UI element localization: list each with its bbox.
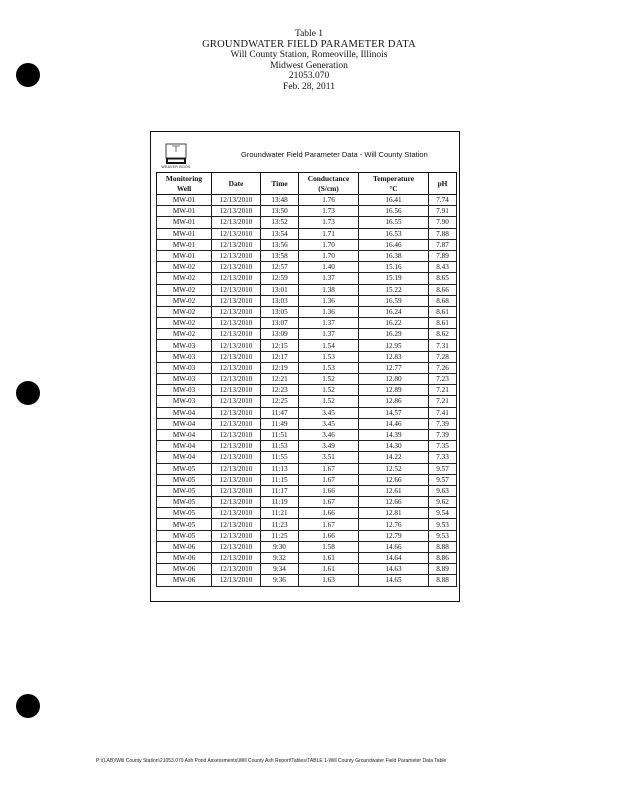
cell-time: 11:47 [261,407,299,418]
cell-ph: 9.57 [429,463,457,474]
table-row [157,474,457,485]
table-row [157,530,457,541]
cell-conductance: 3.51 [299,452,359,463]
cell-temperature: 14.22 [359,452,429,463]
cell-well: MW-02 [157,329,212,340]
cell-well: MW-01 [157,195,212,206]
table-row [157,497,457,508]
cell-ph: 8.88 [429,541,457,552]
table-row [157,374,457,385]
cell-conductance: 1.73 [299,206,359,217]
cell-well: MW-04 [157,418,212,429]
cell-conductance: 1.38 [299,284,359,295]
cell-conductance: 1.76 [299,195,359,206]
cell-temperature: 12.79 [359,530,429,541]
cell-well: MW-01 [157,206,212,217]
cell-conductance: 1.67 [299,519,359,530]
cell-time: 13:03 [261,295,299,306]
cell-time: 11:15 [261,474,299,485]
punch-hole-bottom [16,694,40,718]
cell-temperature: 15.22 [359,284,429,295]
cell-conductance: 1.66 [299,530,359,541]
column-header-line2: (S/cm) [318,183,339,193]
table-row [157,564,457,575]
cell-conductance: 1.36 [299,306,359,317]
cell-temperature: 12.66 [359,497,429,508]
cell-date: 12/13/2010 [212,273,261,284]
cell-conductance: 1.40 [299,262,359,273]
cell-temperature: 14.64 [359,553,429,564]
cell-well: MW-01 [157,217,212,228]
cell-conductance: 1.73 [299,217,359,228]
cell-ph: 7.41 [429,407,457,418]
cell-time: 11:49 [261,418,299,429]
cell-ph: 7.89 [429,250,457,261]
cell-ph: 7.88 [429,228,457,239]
cell-date: 12/13/2010 [212,519,261,530]
cell-date: 12/13/2010 [212,463,261,474]
cell-temperature: 16.46 [359,239,429,250]
column-header-line1: Monitoring [165,173,203,183]
parameter-table [156,172,457,587]
cell-well: MW-03 [157,340,212,351]
cell-time: 13:58 [261,250,299,261]
cell-temperature: 14.39 [359,429,429,440]
cell-date: 12/13/2010 [212,407,261,418]
cell-time: 9:34 [261,564,299,575]
cell-time: 9:36 [261,575,299,586]
data-table-frame [150,131,460,602]
cell-well: MW-02 [157,262,212,273]
cell-conductance: 1.52 [299,385,359,396]
cell-date: 12/13/2010 [212,396,261,407]
cell-time: 12:15 [261,340,299,351]
table-row [157,418,457,429]
table-row [157,195,457,206]
cell-time: 9:32 [261,553,299,564]
cell-time: 13:01 [261,284,299,295]
table-row [157,441,457,452]
column-header [299,173,359,195]
cell-temperature: 12.89 [359,385,429,396]
table-row [157,485,457,496]
cell-ph: 8.62 [429,329,457,340]
cell-ph: 7.26 [429,362,457,373]
cell-ph: 9.57 [429,474,457,485]
cell-date: 12/13/2010 [212,530,261,541]
cell-well: MW-01 [157,239,212,250]
cell-conductance: 1.63 [299,575,359,586]
cell-date: 12/13/2010 [212,228,261,239]
company-name: Midwest Generation [270,60,348,71]
cell-time: 13:48 [261,195,299,206]
table-row [157,306,457,317]
cell-ph: 7.28 [429,351,457,362]
cell-time: 11:53 [261,441,299,452]
cell-temperature: 16.53 [359,228,429,239]
cell-temperature: 16.55 [359,217,429,228]
cell-temperature: 12.52 [359,463,429,474]
cell-date: 12/13/2010 [212,295,261,306]
table-row [157,575,457,586]
cell-conductance: 1.67 [299,474,359,485]
cell-date: 12/13/2010 [212,474,261,485]
table-row [157,362,457,373]
cell-temperature: 14.66 [359,541,429,552]
table-row [157,396,457,407]
cell-time: 12:57 [261,262,299,273]
cell-ph: 8.61 [429,306,457,317]
cell-well: MW-03 [157,385,212,396]
cell-time: 11:13 [261,463,299,474]
cell-conductance: 3.46 [299,429,359,440]
cell-time: 11:23 [261,519,299,530]
cell-date: 12/13/2010 [212,374,261,385]
column-header [359,173,429,195]
cell-date: 12/13/2010 [212,385,261,396]
cell-temperature: 14.63 [359,564,429,575]
cell-temperature: 12.95 [359,340,429,351]
cell-ph: 9.54 [429,508,457,519]
cell-temperature: 16.59 [359,295,429,306]
cell-ph: 9.63 [429,485,457,496]
cell-conductance: 1.37 [299,329,359,340]
cell-conductance: 1.52 [299,374,359,385]
cell-well: MW-05 [157,508,212,519]
cell-ph: 8.43 [429,262,457,273]
table-row [157,250,457,261]
cell-date: 12/13/2010 [212,429,261,440]
cell-well: MW-03 [157,362,212,373]
cell-ph: 9.53 [429,519,457,530]
column-header-line1: pH [437,178,448,188]
cell-time: 11:19 [261,497,299,508]
cell-time: 12:59 [261,273,299,284]
cell-time: 13:05 [261,306,299,317]
cell-temperature: 12.86 [359,396,429,407]
table-row [157,508,457,519]
cell-well: MW-02 [157,306,212,317]
table-row [157,228,457,239]
cell-conductance: 1.70 [299,239,359,250]
cell-temperature: 12.80 [359,374,429,385]
cell-time: 12:21 [261,374,299,385]
cell-ph: 7.39 [429,418,457,429]
cell-date: 12/13/2010 [212,508,261,519]
cell-temperature: 16.38 [359,250,429,261]
cell-ph: 8.68 [429,295,457,306]
table-row [157,262,457,273]
table-body [157,195,457,587]
table-row [157,351,457,362]
table-row [157,206,457,217]
cell-temperature: 15.16 [359,262,429,273]
cell-conductance: 1.66 [299,508,359,519]
column-header [212,173,261,195]
cell-date: 12/13/2010 [212,340,261,351]
cell-date: 12/13/2010 [212,195,261,206]
cell-date: 12/13/2010 [212,452,261,463]
cell-temperature: 14.46 [359,418,429,429]
document-title: GROUNDWATER FIELD PARAMETER DATA [202,38,416,50]
cell-well: MW-01 [157,228,212,239]
cell-ph: 9.62 [429,497,457,508]
cell-ph: 7.21 [429,396,457,407]
cell-ph: 8.66 [429,284,457,295]
column-header-line2: Well [176,183,192,193]
cell-date: 12/13/2010 [212,575,261,586]
cell-date: 12/13/2010 [212,541,261,552]
cell-well: MW-04 [157,429,212,440]
file-path-footer: P:\(LAB)\Will County Station\21053.070 Ash Pond Assessments\Will County Ash Report\Tables\TABLE 1-Will County Groundwater Field Parameter Data Table [96,758,447,764]
cell-time: 12:25 [261,396,299,407]
table-row [157,407,457,418]
cell-date: 12/13/2010 [212,418,261,429]
cell-date: 12/13/2010 [212,217,261,228]
cell-conductance: 1.37 [299,318,359,329]
cell-temperature: 16.56 [359,206,429,217]
logo-text: WEAVER BOOS [161,165,191,169]
cell-ph: 7.23 [429,374,457,385]
cell-conductance: 1.37 [299,273,359,284]
cell-temperature: 12.81 [359,508,429,519]
cell-well: MW-02 [157,295,212,306]
cell-ph: 8.65 [429,273,457,284]
cell-conductance: 1.53 [299,351,359,362]
cell-ph: 8.89 [429,564,457,575]
cell-ph: 8.61 [429,318,457,329]
cell-temperature: 12.77 [359,362,429,373]
cell-temperature: 15.19 [359,273,429,284]
cell-ph: 7.35 [429,441,457,452]
cell-conductance: 3.45 [299,418,359,429]
table-row [157,340,457,351]
cell-date: 12/13/2010 [212,351,261,362]
column-header [261,173,299,195]
cell-well: MW-04 [157,407,212,418]
cell-temperature: 12.83 [359,351,429,362]
cell-time: 11:25 [261,530,299,541]
cell-conductance: 1.70 [299,250,359,261]
cell-temperature: 16.29 [359,329,429,340]
cell-time: 13:52 [261,217,299,228]
site-location: Will County Station, Romeoville, Illinois [230,50,388,60]
cell-well: MW-02 [157,273,212,284]
table-row [157,519,457,530]
cell-ph: 7.39 [429,429,457,440]
cell-conductance: 1.61 [299,553,359,564]
cell-date: 12/13/2010 [212,306,261,317]
cell-time: 11:21 [261,508,299,519]
cell-well: MW-02 [157,318,212,329]
cell-well: MW-05 [157,530,212,541]
cell-conductance: 1.67 [299,463,359,474]
cell-time: 13:07 [261,318,299,329]
cell-ph: 7.87 [429,239,457,250]
cell-date: 12/13/2010 [212,441,261,452]
cell-temperature: 14.30 [359,441,429,452]
column-header [157,173,212,195]
cell-conductance: 1.67 [299,497,359,508]
cell-conductance: 1.71 [299,228,359,239]
cell-well: MW-06 [157,553,212,564]
cell-well: MW-06 [157,575,212,586]
cell-temperature: 12.61 [359,485,429,496]
cell-date: 12/13/2010 [212,564,261,575]
column-header-line1: Date [228,178,244,188]
cell-ph: 7.90 [429,217,457,228]
cell-temperature: 16.22 [359,318,429,329]
cell-ph: 7.31 [429,340,457,351]
cell-date: 12/13/2010 [212,206,261,217]
table-label: Table 1 [294,29,324,39]
cell-ph: 7.74 [429,195,457,206]
cell-date: 12/13/2010 [212,239,261,250]
cell-ph: 8.86 [429,553,457,564]
table-title: Groundwater Field Parameter Data - Will County Station [241,150,428,159]
cell-date: 12/13/2010 [212,284,261,295]
cell-well: MW-03 [157,351,212,362]
cell-time: 12:19 [261,362,299,373]
cell-time: 12:17 [261,351,299,362]
cell-conductance: 1.58 [299,541,359,552]
cell-conductance: 1.52 [299,396,359,407]
cell-time: 9:30 [261,541,299,552]
cell-conductance: 3.45 [299,407,359,418]
cell-time: 13:54 [261,228,299,239]
cell-well: MW-06 [157,564,212,575]
punch-hole-middle [16,381,40,405]
table-row [157,329,457,340]
cell-well: MW-03 [157,374,212,385]
cell-ph: 7.33 [429,452,457,463]
column-header [429,173,457,195]
cell-date: 12/13/2010 [212,485,261,496]
cell-well: MW-01 [157,250,212,261]
cell-conductance: 3.49 [299,441,359,452]
cell-temperature: 16.41 [359,195,429,206]
cell-temperature: 12.76 [359,519,429,530]
cell-date: 12/13/2010 [212,362,261,373]
table-row [157,553,457,564]
cell-ph: 8.88 [429,575,457,586]
cell-ph: 7.91 [429,206,457,217]
cell-temperature: 14.57 [359,407,429,418]
table-row [157,273,457,284]
cell-conductance: 1.61 [299,564,359,575]
cell-ph: 7.21 [429,385,457,396]
cell-date: 12/13/2010 [212,318,261,329]
column-header-line2: °C [389,183,398,193]
table-row [157,295,457,306]
cell-well: MW-03 [157,396,212,407]
document-header [0,29,618,92]
column-header-line1: Conductance [307,173,350,183]
cell-time: 11:51 [261,429,299,440]
cell-time: 13:09 [261,329,299,340]
cell-well: MW-06 [157,541,212,552]
cell-temperature: 16.24 [359,306,429,317]
cell-time: 13:50 [261,206,299,217]
table-row [157,463,457,474]
table-row [157,217,457,228]
cell-date: 12/13/2010 [212,553,261,564]
cell-ph: 9.53 [429,530,457,541]
table-row [157,239,457,250]
table-row [157,452,457,463]
cell-well: MW-05 [157,463,212,474]
table-header-row [157,173,457,195]
cell-well: MW-04 [157,452,212,463]
project-number: 21053.070 [288,71,330,81]
cell-well: MW-02 [157,284,212,295]
cell-time: 12:23 [261,385,299,396]
cell-well: MW-05 [157,519,212,530]
cell-date: 12/13/2010 [212,329,261,340]
cell-date: 12/13/2010 [212,262,261,273]
cell-well: MW-04 [157,441,212,452]
cell-time: 13:56 [261,239,299,250]
cell-well: MW-05 [157,474,212,485]
table-row [157,541,457,552]
cell-time: 11:17 [261,485,299,496]
cell-date: 12/13/2010 [212,250,261,261]
table-row [157,284,457,295]
cell-conductance: 1.54 [299,340,359,351]
table-row [157,318,457,329]
cell-well: MW-05 [157,497,212,508]
table-row [157,429,457,440]
cell-time: 11:55 [261,452,299,463]
document-date: Feb. 28, 2011 [283,81,335,92]
column-header-line1: Temperature [372,173,415,183]
table-row [157,385,457,396]
cell-conductance: 1.66 [299,485,359,496]
cell-temperature: 14.65 [359,575,429,586]
cell-conductance: 1.53 [299,362,359,373]
column-header-line1: Time [271,178,288,188]
cell-well: MW-05 [157,485,212,496]
cell-conductance: 1.36 [299,295,359,306]
cell-temperature: 12.66 [359,474,429,485]
cell-date: 12/13/2010 [212,497,261,508]
